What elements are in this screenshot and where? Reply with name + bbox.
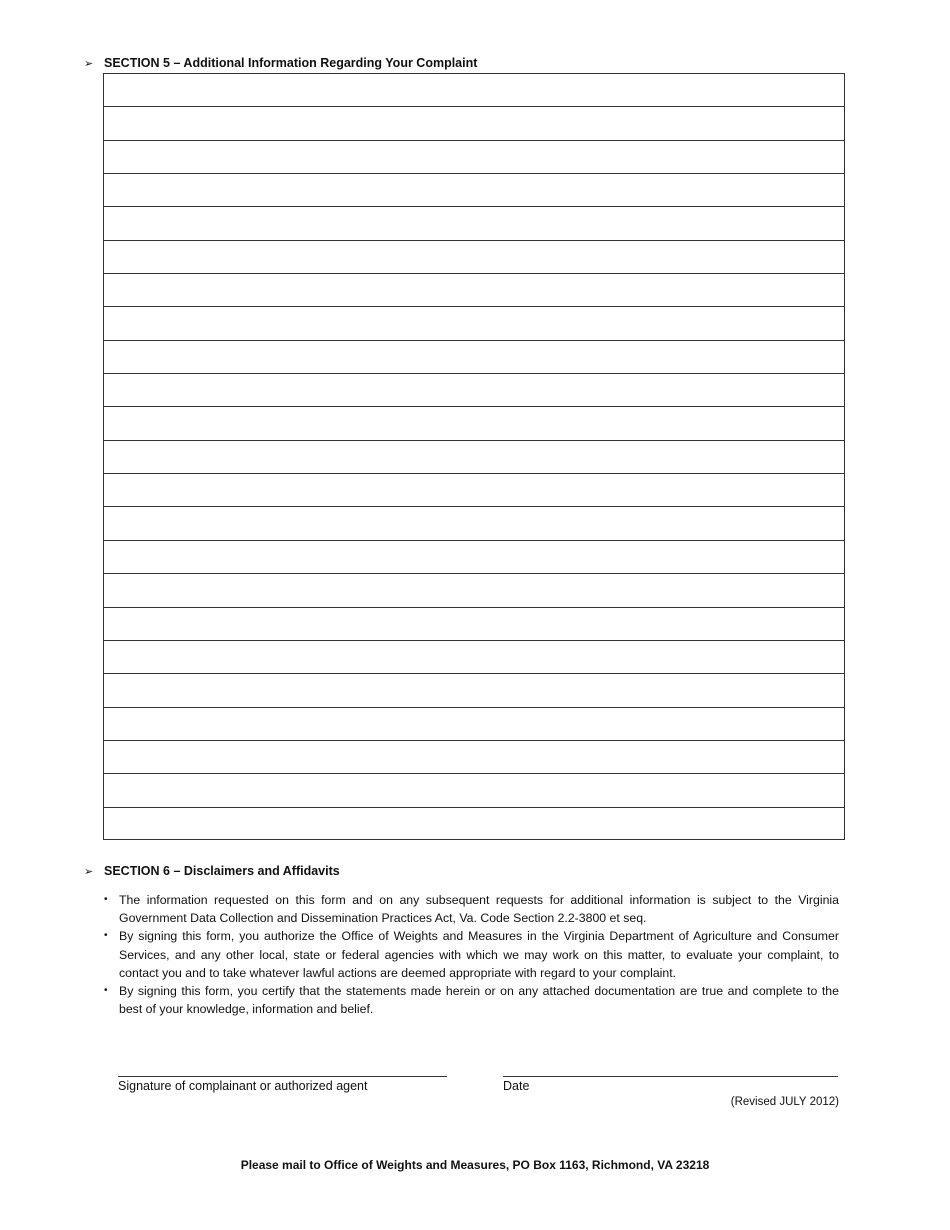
writing-line[interactable]: [104, 708, 844, 741]
section-5-heading: [84, 56, 477, 70]
disclaimer-text: By signing this form, you certify that the statements made herein or on any attached documentation are true and complete to the best of your knowledge, information and belief.: [119, 984, 839, 1017]
writing-line[interactable]: [104, 574, 844, 607]
additional-info-writing-area[interactable]: [103, 73, 845, 840]
writing-line[interactable]: [104, 341, 844, 374]
date-line[interactable]: [503, 1076, 838, 1077]
section-6-heading: [84, 864, 340, 878]
section-5-title: SECTION 5 – Additional Information Regarding Your Complaint: [104, 56, 478, 70]
writing-line[interactable]: [104, 107, 844, 140]
writing-line[interactable]: [104, 141, 844, 174]
section-6-title: SECTION 6 – Disclaimers and Affidavits: [104, 864, 340, 878]
signature-label: Signature of complainant or authorized agent: [118, 1079, 368, 1093]
writing-line[interactable]: [104, 541, 844, 574]
writing-line[interactable]: [104, 274, 844, 307]
bullet-dot-icon: •: [104, 930, 108, 942]
writing-line[interactable]: [104, 241, 844, 274]
arrow-bullet-icon: ➢: [84, 57, 94, 70]
writing-line[interactable]: [104, 608, 844, 641]
writing-line[interactable]: [104, 441, 844, 474]
revision-note: (Revised JULY 2012): [730, 1096, 839, 1108]
writing-line[interactable]: [104, 474, 844, 507]
date-label: Date: [503, 1079, 530, 1093]
bullet-dot-icon: •: [104, 894, 108, 905]
mailing-instructions: Please mail to Office of Weights and Measures, PO Box 1163, Richmond, VA 23218: [240, 1158, 710, 1172]
writing-line[interactable]: [104, 808, 844, 841]
disclaimer-text: By signing this form, you authorize the Office of Weights and Measures in the Virginia Department of Agriculture and Consumer Services, and any other local, state or federal agencies with which we may work on this matter, to evaluate your complaint, to contact you and to take whatever lawful actions are deemed appropriate with regard to your complaint.: [119, 929, 839, 980]
writing-line[interactable]: [104, 774, 844, 807]
bullet-dot-icon: •: [104, 985, 108, 997]
writing-line[interactable]: [104, 374, 844, 407]
disclaimer-list: [104, 891, 839, 1018]
writing-line[interactable]: [104, 207, 844, 240]
signature-line[interactable]: [118, 1076, 447, 1077]
writing-line[interactable]: [104, 674, 844, 707]
writing-line[interactable]: [104, 507, 844, 540]
disclaimer-item: [104, 891, 839, 927]
writing-line[interactable]: [104, 407, 844, 440]
arrow-bullet-icon: ➢: [84, 865, 94, 878]
disclaimer-text: The information requested on this form and on any subsequent requests for additional information is subject to the Virginia Government Data Collection and Dissemination Practices Act, Va. Code Section 2.2-3800 et seq.: [119, 893, 839, 926]
disclaimer-item: [104, 927, 839, 982]
writing-line[interactable]: [104, 307, 844, 340]
writing-line[interactable]: [104, 74, 844, 107]
writing-line[interactable]: [104, 641, 844, 674]
writing-line[interactable]: [104, 174, 844, 207]
disclaimer-item: [104, 982, 839, 1018]
writing-line[interactable]: [104, 741, 844, 774]
